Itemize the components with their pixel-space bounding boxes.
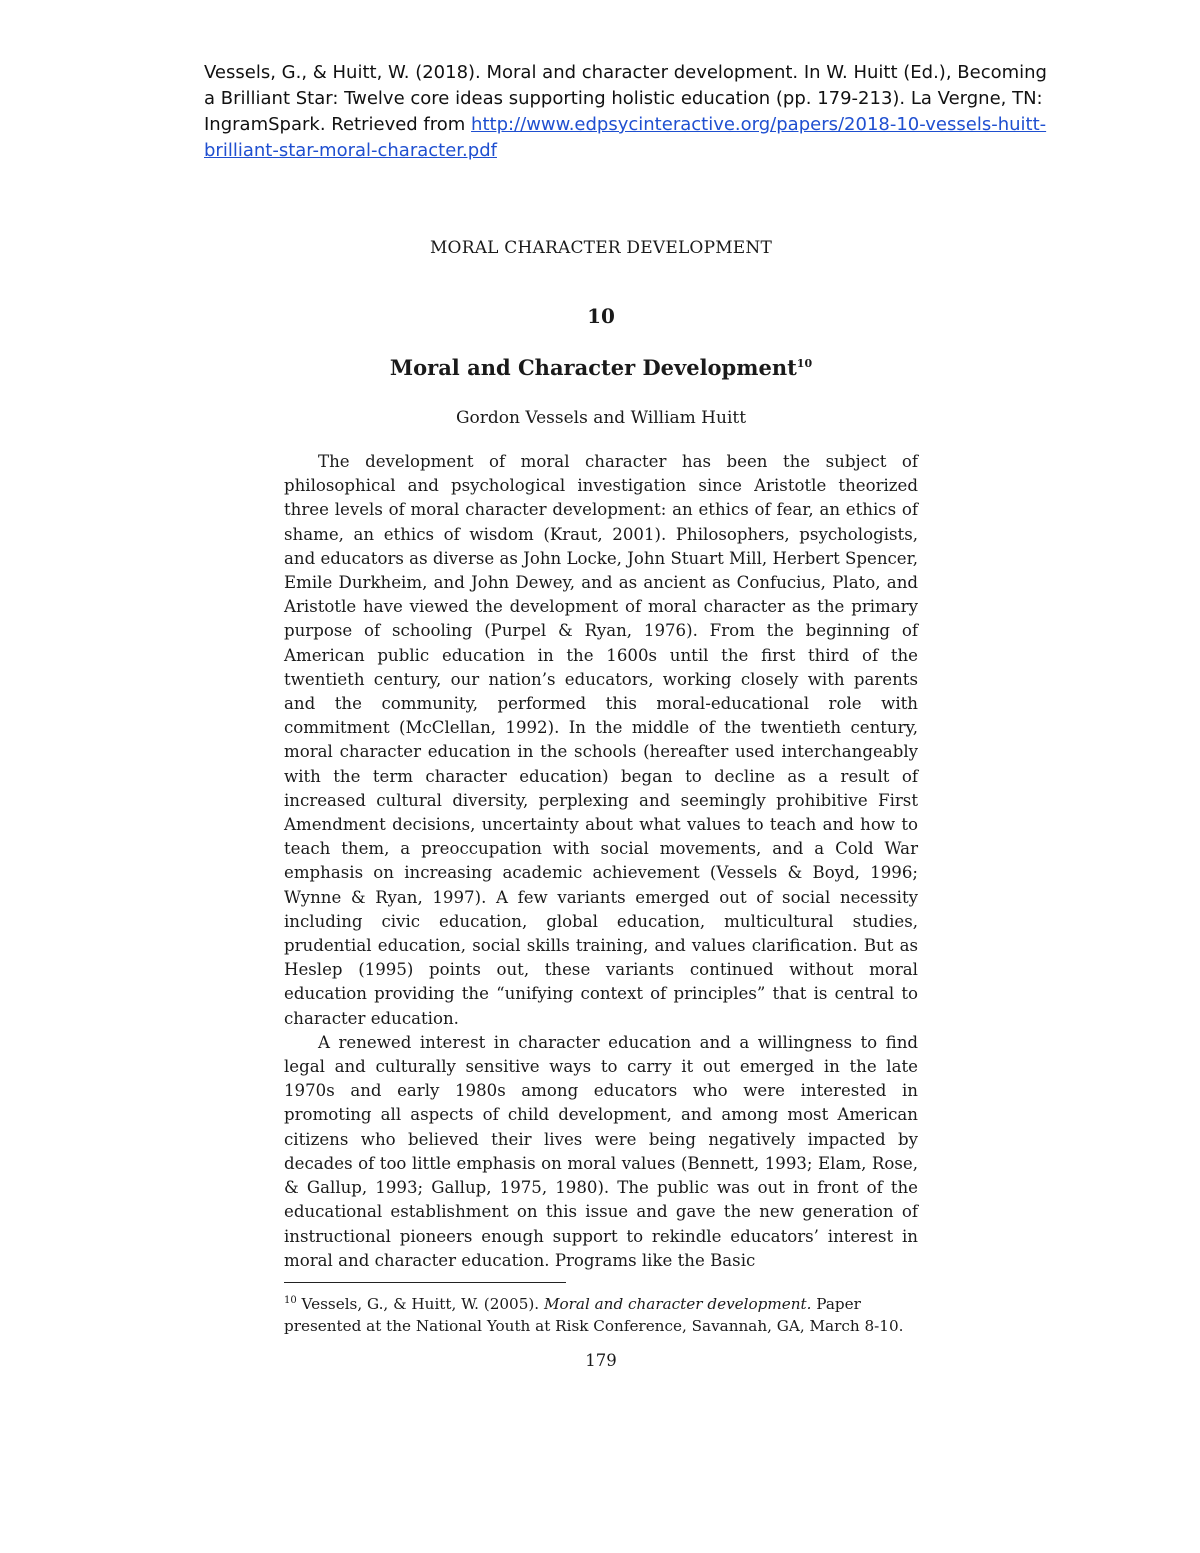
page-number: 179 — [585, 1350, 617, 1370]
book-page — [284, 232, 918, 1373]
chapter-number: 10 — [587, 304, 615, 328]
citation-text: Vessels, G., & Huitt, W. (2018). Moral and character development. In W. Huitt (Ed.), Becoming a Brilliant Star: Twelve core ideas supporting holistic education (pp. 179-213). La Vergne, TN: IngramSpark. Retrieved from — [204, 62, 1047, 135]
footnote-marker: 10 — [796, 357, 813, 370]
footnote — [284, 1293, 918, 1337]
chapter-title-text: Moral and Character Development — [389, 355, 797, 380]
footnote-number: 10 — [284, 1294, 297, 1306]
footnote-text-start: Vessels, G., & Huitt, W. (2005). — [296, 1294, 544, 1313]
chapter-title — [284, 352, 918, 384]
running-head: MORAL CHARACTER DEVELOPMENT — [429, 238, 773, 258]
footnote-italic-title: Moral and character development. — [543, 1294, 812, 1313]
citation-link[interactable]: http://www.edpsycinteractive.org/papers/2018-10-vessels-huitt-brilliant-star-moral-character.pdf — [204, 114, 1047, 161]
footnote-divider — [284, 1282, 566, 1283]
body-paragraph: A renewed interest in character education and a willingness to find legal and culturally sensitive ways to carry it out emerged in the late 1970s and early 1980s among educators who were interested in promoting all aspects of child development, and among most American citizens who believed their lives were being negatively impacted by decades of too little emphasis on moral values (Bennett, 1993; Elam, Rose, & Gallup, 1993; Gallup, 1975, 1980). The public was out in front of the educational establishment on this issue and gave the new generation of instructional pioneers enough support to rekindle educators’ interest in moral and character education. Programs like the Basic — [284, 1032, 918, 1270]
footnote-text-end: Paper presented at the National Youth at Risk Conference, Savannah, GA, March 8-10. — [284, 1294, 904, 1335]
citation-block — [204, 60, 1054, 164]
body-paragraph: The development of moral character has been the subject of philosophical and psychological investigation since Aristotle theorized three levels of moral character development: an ethics of fear, an ethics of shame, an ethics of wisdom (Kraut, 2001). Philosophers, psychologists, and educators as diverse as John Locke, John Stuart Mill, Herbert Spencer, Emile Durkheim, and John Dewey, and as ancient as Confucius, Plato, and Aristotle have viewed the development of moral character as the primary purpose of schooling (Purpel & Ryan, 1976). From the beginning of American public education in the 1600s until the first third of the twentieth century, our nation’s educators, working closely with parents and the community, performed this moral-educational role with commitment (McClellan, 1992). In the middle of the twentieth century, moral character education in the schools (hereafter used interchangeably with the term character education) began to decline as a result of increased cultural diversity, perplexing and seemingly prohibitive First Amendment decisions, uncertainty about what values to teach and how to teach them, a preoccupation with social movements, and a Cold War emphasis on increasing academic achievement (Vessels & Boyd, 1996; Wynne & Ryan, 1997). A few variants emerged out of social necessity including civic education, global education, multicultural studies, prudential education, social skills training, and values clarification. But as Heslep (1995) points out, these variants continued without moral education providing the “unifying context of principles” that is central to character education. — [284, 452, 919, 1028]
chapter-authors: Gordon Vessels and William Huitt — [455, 408, 747, 428]
